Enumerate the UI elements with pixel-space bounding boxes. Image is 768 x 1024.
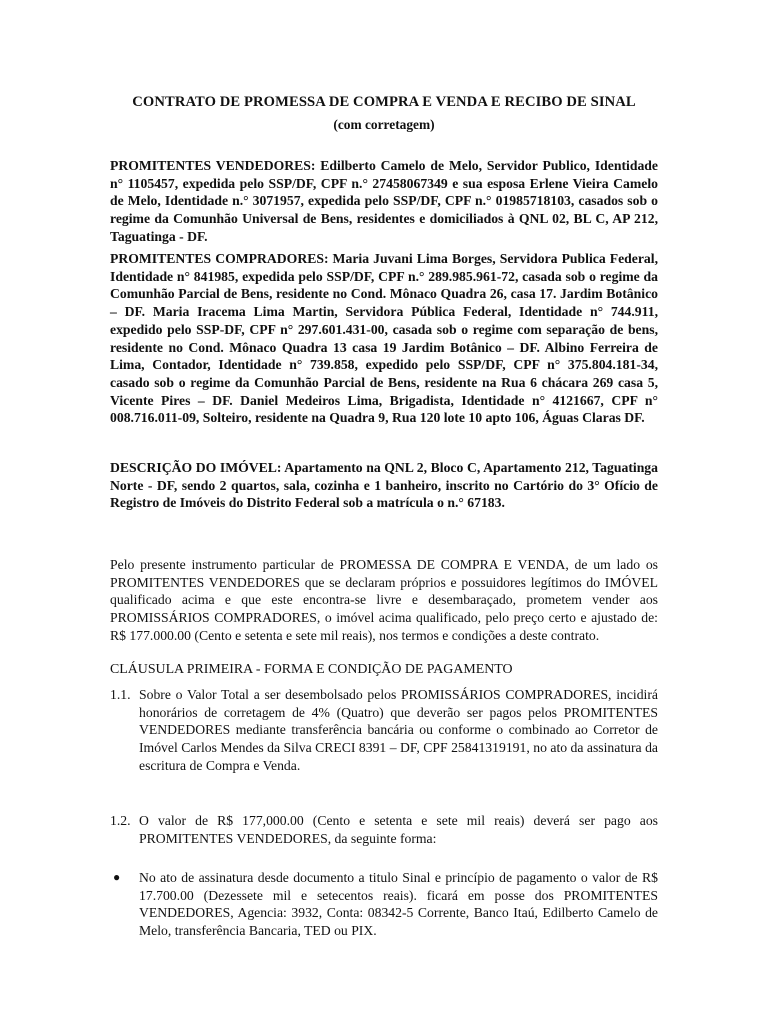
item-text: O valor de R$ 177,000.00 (Cento e setenta e sete mil reais) deverá ser pago aos PROMITENTES VENDEDORES, da seguinte forma:: [139, 813, 658, 846]
payment-bullet: [110, 869, 658, 940]
clause-heading: CLÁUSULA PRIMEIRA - FORMA E CONDIÇÃO DE PAGAMENTO: [110, 662, 513, 677]
preamble-paragraph: Pelo presente instrumento particular de PROMESSA DE COMPRA E VENDA, de um lado os PROMITENTES VENDEDORES que se declaram próprios e possuidores legítimos do IMÓVEL qualificado acima e que este encontra-se livre e desembaraçado, prometem vender aos PROMISSÁRIOS COMPRADORES, o imóvel acima qualificado, pelo preço certo e ajustado de: R$ 177.000.00 (Cento e setenta e sete mil reais), nos termos e condições a deste contrato.: [110, 557, 658, 643]
clause-item: [110, 686, 658, 775]
document-title: CONTRATO DE PROMESSA DE COMPRA E VENDA E RECIBO DE SINAL: [132, 94, 636, 110]
item-number: 1.1.: [110, 687, 131, 702]
item-text: Sobre o Valor Total a ser desembolsado pelos PROMISSÁRIOS COMPRADORES, incidirá honorários de corretagem de 4% (Quatro) que deverão ser pagos pelos PROMITENTES VENDEDORES mediante transferência bancária ou conforme o combinado ao Corretor de Imóvel Carlos Mendes da Silva CRECI 8391 – DF, CPF 25841319191, no ato da assinatura da escritura de Compra e Venda.: [139, 687, 658, 773]
imovel-paragraph: DESCRIÇÃO DO IMÓVEL: Apartamento na QNL 2, Bloco C, Apartamento 212, Taguatinga Norte - DF, sendo 2 quartos, sala, cozinha e 1 banheiro, inscrito no Cartório do 3° Ofício de Registro de Imóveis do Distrito Federal sob a matrícula o n.° 67183.: [110, 460, 658, 511]
vendedores-paragraph: PROMITENTES VENDEDORES: Edilberto Camelo de Melo, Servidor Publico, Identidade n° 1105457, expedida pelo SSP/DF, CPF n.° 27458067349 e sua esposa Erlene Vieira Camelo de Melo, Identidade n.° 3071957, expedida pelo SSP/DF, CPF n.° 01985718103, casados sob o regime da Comunhão Universal de Bens, residentes e domiciliados à QNL 02, BL C, AP 212, Taguatinga - DF.: [110, 158, 658, 244]
bullet-icon: ●: [113, 870, 121, 884]
item-number: 1.2.: [110, 813, 131, 828]
clause-item: [110, 812, 658, 847]
bullet-text: No ato de assinatura desde documento a titulo Sinal e princípio de pagamento o valor de R$ 17.700.00 (Dezessete mil e setecentos reais). ficará em posse dos PROMITENTES VENDEDORES, Agencia: 3932, Conta: 08342-5 Corrente, Banco Itaú, Edilberto Camelo de Melo, transferência Bancaria, TED ou PIX.: [139, 870, 658, 939]
compradores-paragraph: PROMITENTES COMPRADORES: Maria Juvani Lima Borges, Servidora Publica Federal, Identidade n° 841985, expedida pelo SSP/DF, CPF n.° 289.985.961-72, casada sob o regime da Comunhão Parcial de Bens, residente no Cond. Mônaco Quadra 26, casa 17. Jardim Botânico – DF. Maria Iracema Lima Martin, Servidora Pública Federal, Identidade n° 744.911, expedido pelo SSP-DF, CPF n° 297.601.431-00, casada sob o regime com separação de bens, residente no Cond. Mônaco Quadra 13 casa 19 Jardim Botânico – DF. Albino Ferreira de Lima, Contador, Identidade n° 739.858, expedido pelo SSP/DF, CPF n° 375.804.181-34, casado sob o regime da Comunhão Parcial de Bens, residente na Rua 6 chácara 269 casa 5, Vicente Pires – DF. Daniel Medeiros Lima, Brigadista, Identidade n° 4121667, CPF n° 008.716.011-09, Solteiro, residente na Quadra 9, Rua 120 lote 10 apto 106, Águas Claras DF.: [110, 251, 658, 426]
document-subtitle: (com corretagem): [333, 117, 435, 132]
